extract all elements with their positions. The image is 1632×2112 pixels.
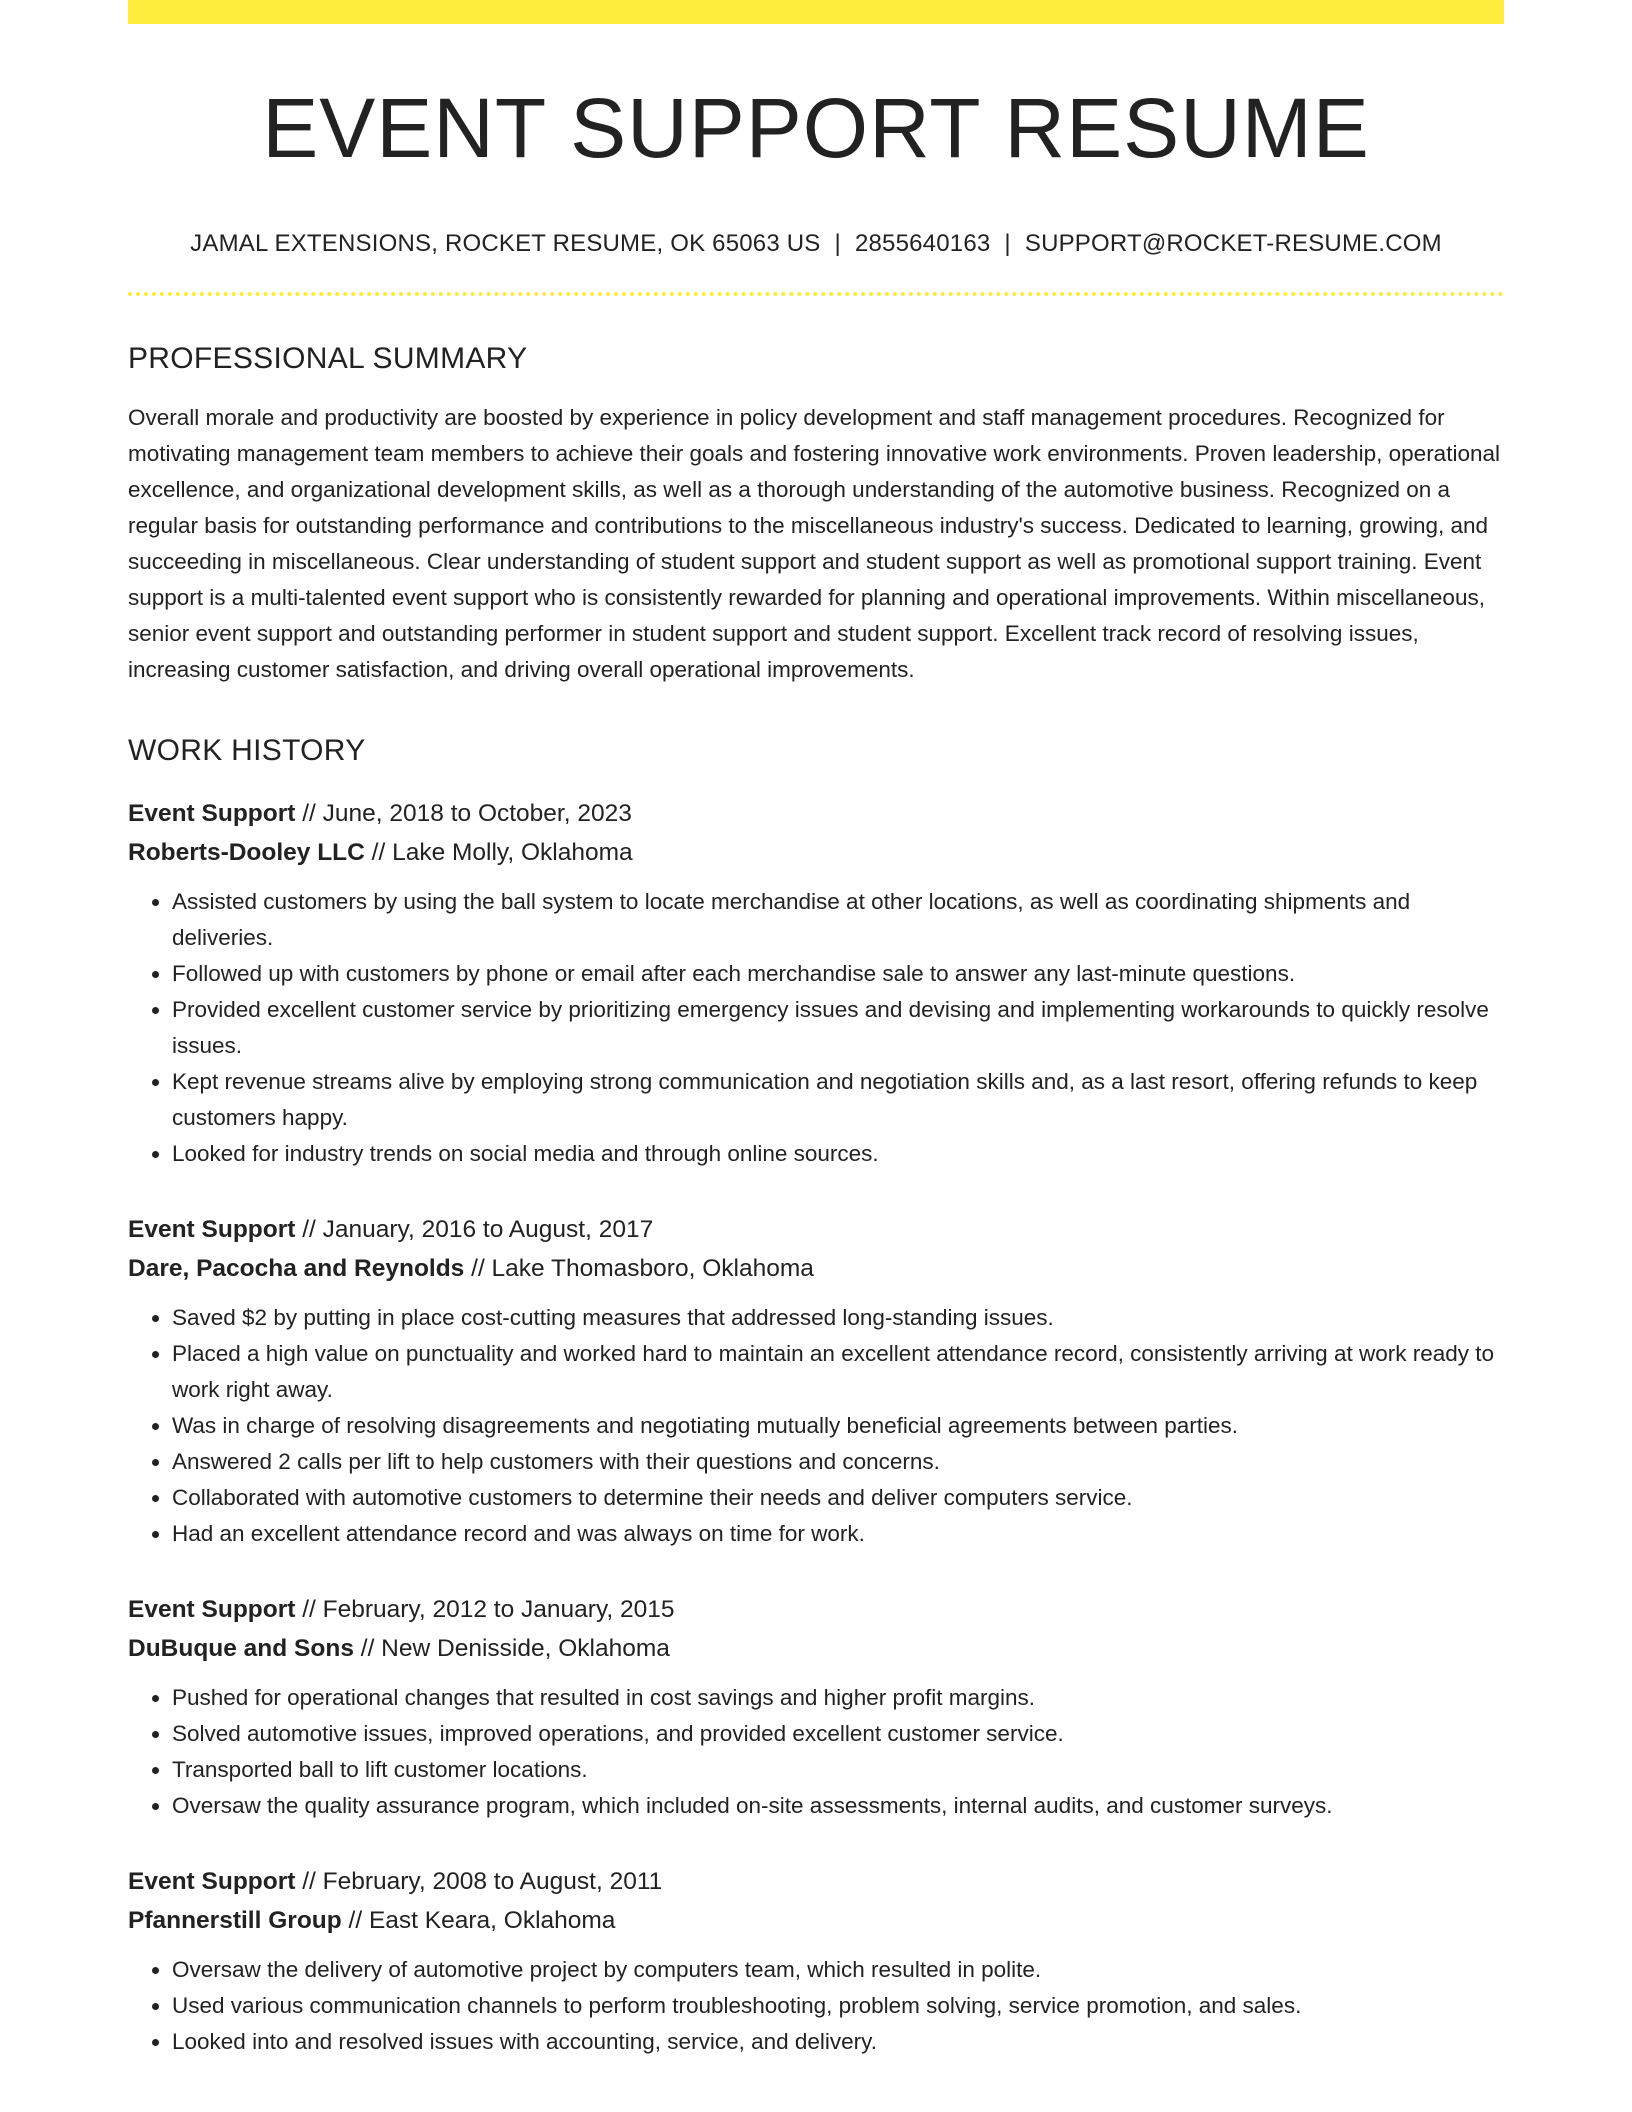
job-bullets bbox=[128, 1300, 1504, 1552]
list-item: • Was in charge of resolving disagreements and negotiating mutually beneficial agreements between parties. bbox=[172, 1408, 1504, 1444]
list-item: • Followed up with customers by phone or email after each merchandise sale to answer any last-minute questions. bbox=[172, 956, 1504, 992]
contact-address: JAMAL EXTENSIONS, ROCKET RESUME, OK 65063 US bbox=[190, 230, 821, 258]
list-item: • Kept revenue streams alive by employing strong communication and negotiation skills and, as a last resort, offering refunds to keep customers happy. bbox=[172, 1064, 1504, 1136]
job-dates: // January, 2016 to August, 2017 bbox=[295, 1216, 654, 1244]
job-bullets bbox=[128, 1952, 1504, 2060]
job-company-line bbox=[128, 1901, 1504, 1940]
job-dates: // February, 2012 to January, 2015 bbox=[295, 1596, 675, 1624]
list-item: • Transported ball to lift customer locations. bbox=[172, 1752, 1504, 1788]
job-company: Roberts-Dooley LLC bbox=[128, 839, 365, 867]
job-bullets bbox=[128, 884, 1504, 1172]
job-company: Pfannerstill Group bbox=[128, 1907, 342, 1935]
job-company: Dare, Pacocha and Reynolds bbox=[128, 1255, 465, 1283]
job-location: // Lake Molly, Oklahoma bbox=[364, 839, 633, 867]
job-title-line bbox=[128, 794, 1504, 833]
dotted-divider bbox=[128, 292, 1504, 296]
contact-phone: 2855640163 bbox=[854, 230, 991, 258]
job-company-line bbox=[128, 833, 1504, 872]
contact-line bbox=[128, 230, 1504, 258]
job-title: Event Support bbox=[128, 1216, 296, 1244]
job-title-line bbox=[128, 1862, 1504, 1901]
list-item: • Looked for industry trends on social media and through online sources. bbox=[172, 1136, 1504, 1172]
list-item: • Collaborated with automotive customers to determine their needs and deliver computers service. bbox=[172, 1480, 1504, 1516]
resume-page bbox=[128, 0, 1504, 2060]
contact-separator: | bbox=[1004, 230, 1011, 258]
job-location: // East Keara, Oklahoma bbox=[341, 1907, 616, 1935]
job-company-line bbox=[128, 1249, 1504, 1288]
list-item: • Placed a high value on punctuality and worked hard to maintain an excellent attendance record, consistently arriving at work ready to work right away. bbox=[172, 1336, 1504, 1408]
job-dates: // June, 2018 to October, 2023 bbox=[295, 800, 632, 828]
list-item: • Saved $2 by putting in place cost-cutting measures that addressed long-standing issues. bbox=[172, 1300, 1504, 1336]
work-history-heading: WORK HISTORY bbox=[128, 734, 366, 768]
list-item: • Solved automotive issues, improved operations, and provided excellent customer service. bbox=[172, 1716, 1504, 1752]
job-location: // New Denisside, Oklahoma bbox=[353, 1635, 670, 1663]
job-company: DuBuque and Sons bbox=[128, 1635, 354, 1663]
summary-heading: PROFESSIONAL SUMMARY bbox=[128, 342, 528, 376]
job-bullets bbox=[128, 1680, 1504, 1824]
job-dates: // February, 2008 to August, 2011 bbox=[295, 1868, 663, 1896]
contact-email: SUPPORT@ROCKET-RESUME.COM bbox=[1024, 230, 1442, 258]
job-entry bbox=[128, 1590, 1504, 1824]
contact-separator: | bbox=[834, 230, 841, 258]
job-title: Event Support bbox=[128, 800, 296, 828]
job-title-line bbox=[128, 1210, 1504, 1249]
job-location: // Lake Thomasboro, Oklahoma bbox=[464, 1255, 814, 1283]
job-company-line bbox=[128, 1629, 1504, 1668]
job-title: Event Support bbox=[128, 1596, 296, 1624]
list-item: • Oversaw the delivery of automotive project by computers team, which resulted in polite. bbox=[172, 1952, 1504, 1988]
job-title-line bbox=[128, 1590, 1504, 1629]
list-item: • Looked into and resolved issues with accounting, service, and delivery. bbox=[172, 2024, 1504, 2060]
list-item: • Used various communication channels to perform troubleshooting, problem solving, service promotion, and sales. bbox=[172, 1988, 1504, 2024]
summary-section bbox=[128, 342, 1504, 688]
job-entry bbox=[128, 1862, 1504, 2060]
list-item: • Provided excellent customer service by prioritizing emergency issues and devising and implementing workarounds to quickly resolve issues. bbox=[172, 992, 1504, 1064]
summary-text: Overall morale and productivity are boosted by experience in policy development and staff management procedures. Recognized for motivating management team members to achieve their goals and fostering innovative work environments. Proven leadership, operational excellence, and organizational development skills, as well as a thorough understanding of the automotive business. Recognized on a regular basis for outstanding performance and contributions to the miscellaneous industry's success. Dedicated to learning, growing, and succeeding in miscellaneous. Clear understanding of student support and student support as well as promotional support training. Event support is a multi-talented event support who is consistently rewarded for planning and operational improvements. Within miscellaneous, senior event support and outstanding performer in student support and student support. Excellent track record of resolving issues, increasing customer satisfaction, and driving overall operational improvements. bbox=[128, 405, 1500, 683]
work-history-section bbox=[128, 734, 1504, 2060]
list-item: • Oversaw the quality assurance program, which included on-site assessments, internal audits, and customer surveys. bbox=[172, 1788, 1504, 1824]
job-entry bbox=[128, 1210, 1504, 1552]
list-item: • Assisted customers by using the ball system to locate merchandise at other locations, as well as coordinating shipments and deliveries. bbox=[172, 884, 1504, 956]
list-item: • Pushed for operational changes that resulted in cost savings and higher profit margins. bbox=[172, 1680, 1504, 1716]
job-title: Event Support bbox=[128, 1868, 296, 1896]
resume-title: EVENT SUPPORT RESUME bbox=[262, 81, 1370, 175]
list-item: • Answered 2 calls per lift to help customers with their questions and concerns. bbox=[172, 1444, 1504, 1480]
list-item: • Had an excellent attendance record and was always on time for work. bbox=[172, 1516, 1504, 1552]
job-entry bbox=[128, 794, 1504, 1172]
top-accent-bar bbox=[128, 0, 1504, 24]
